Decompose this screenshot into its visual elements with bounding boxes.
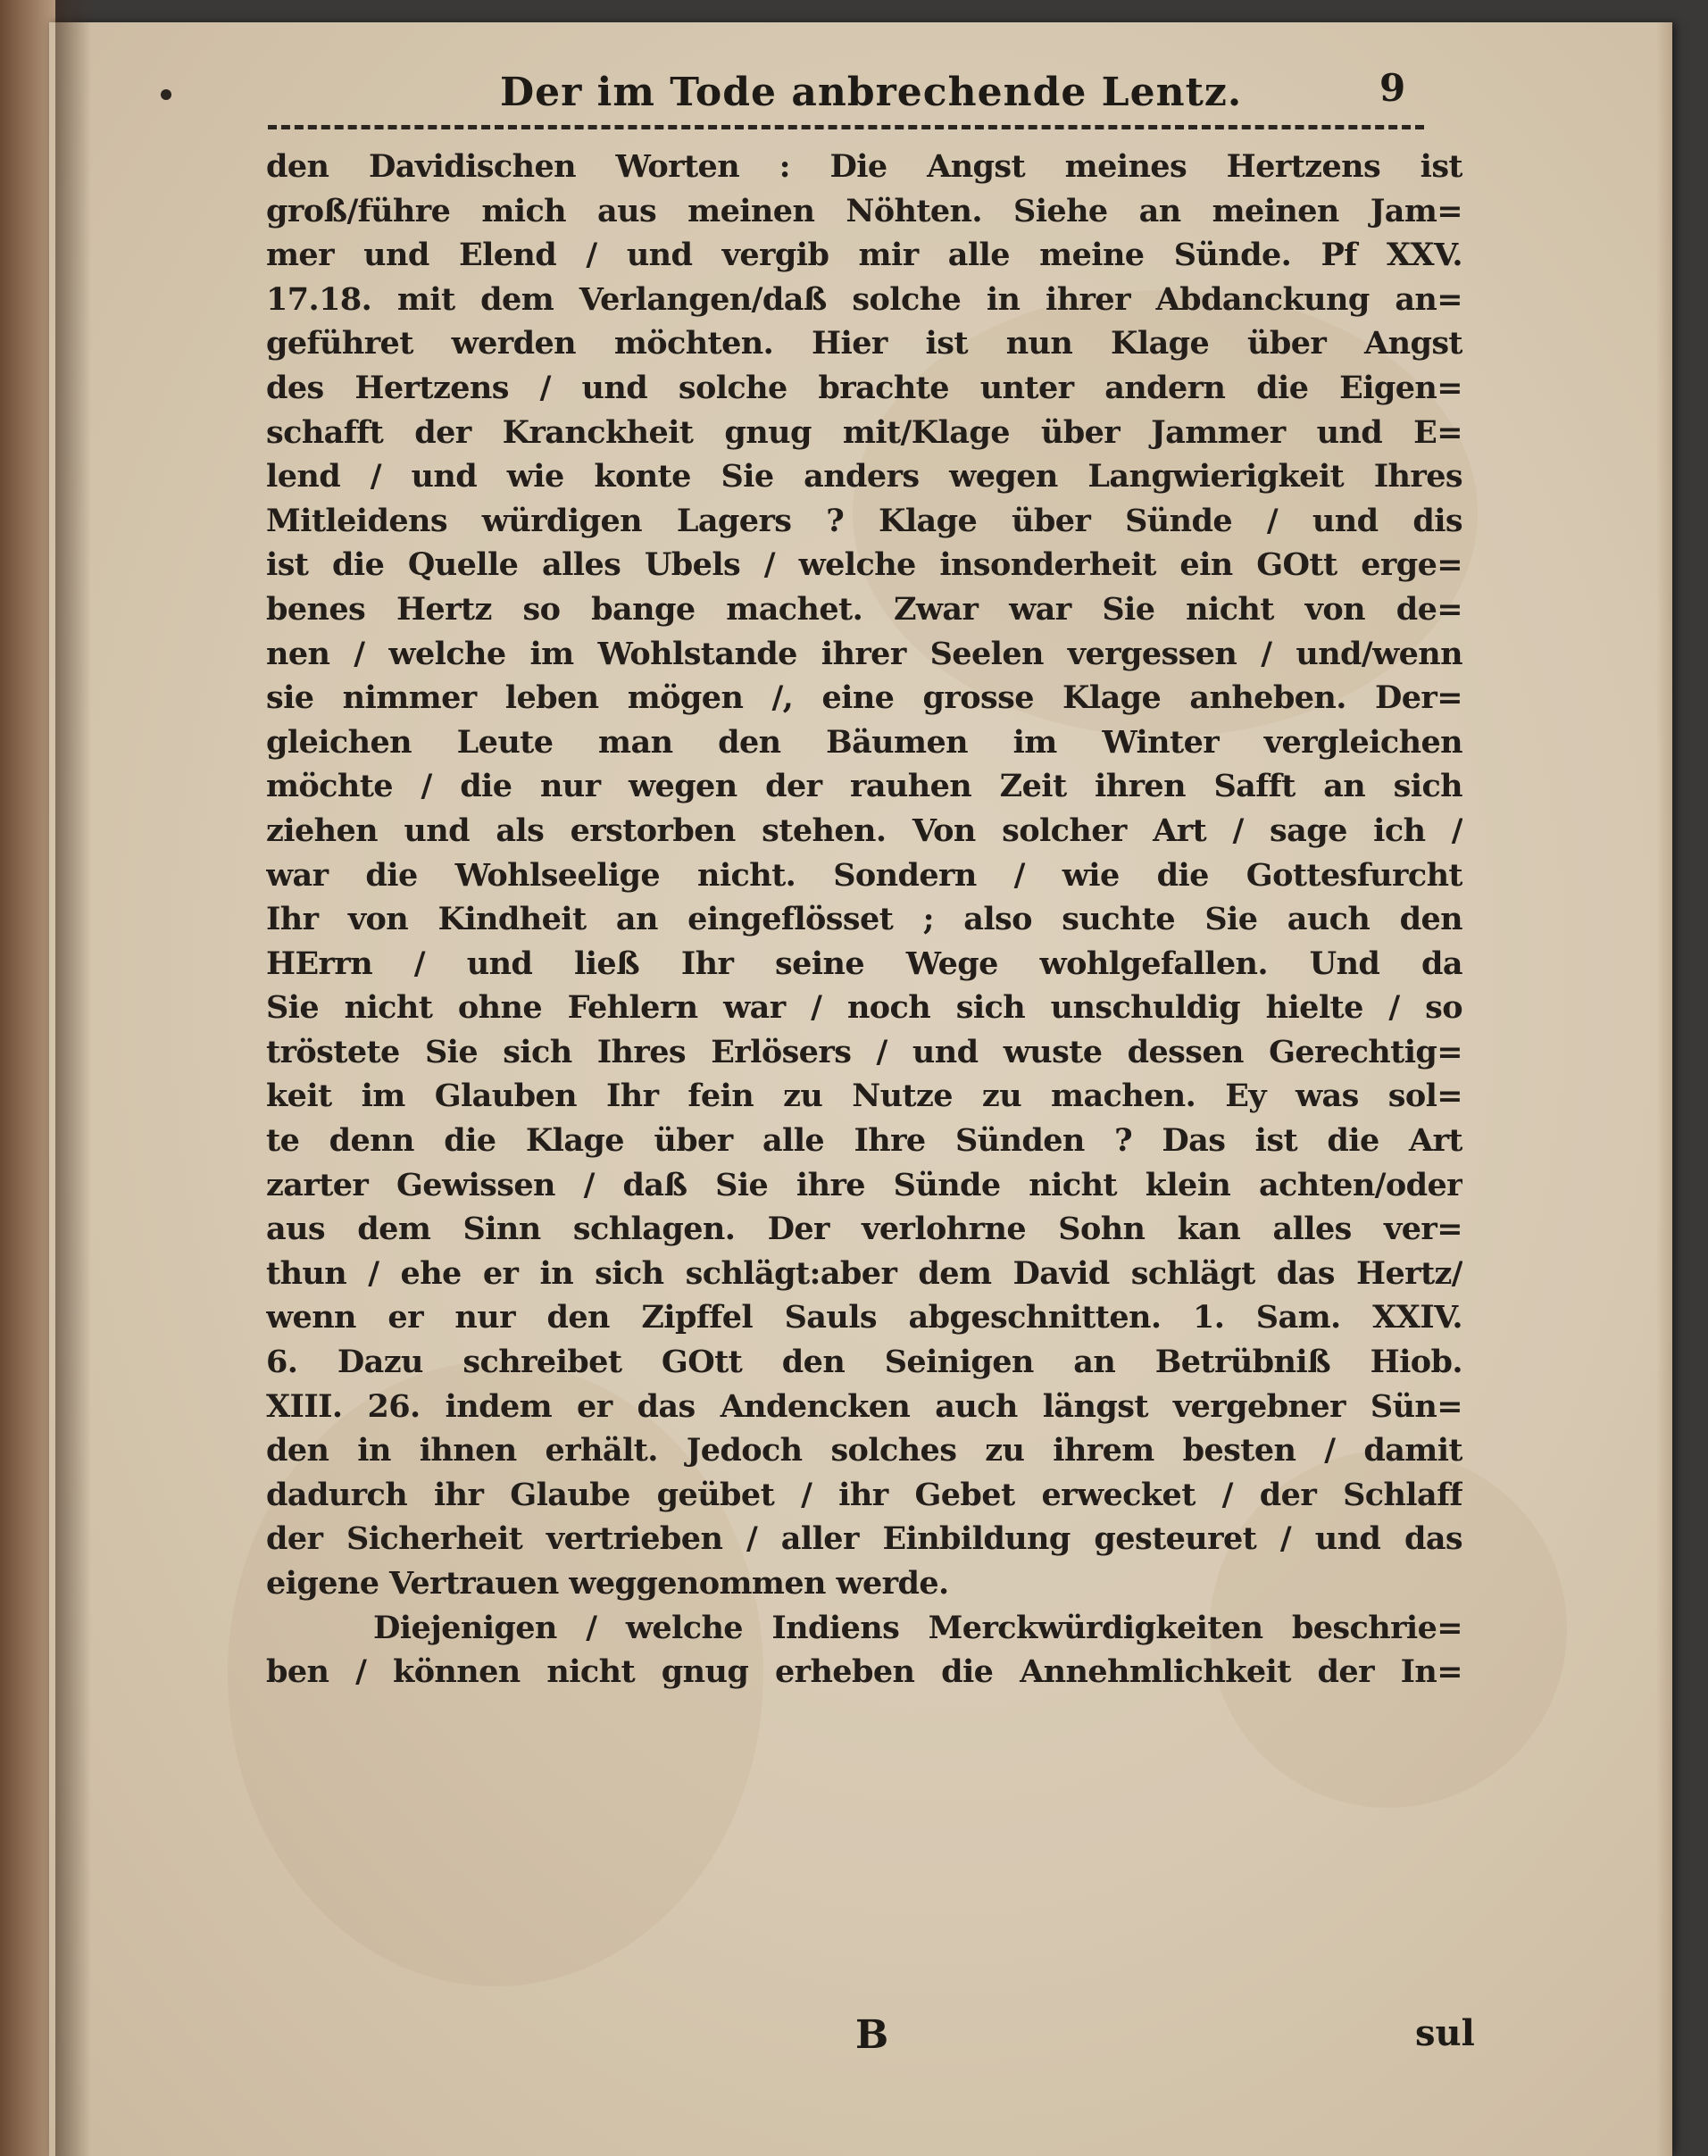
text-line: 17.18. mit dem Verlangen/daß solche in ihrer Abdanckung an= [266, 280, 1462, 318]
text-line: sie nimmer leben mögen /, eine grosse Klage anheben. Der= [266, 679, 1462, 717]
text-line: zarter Gewissen / daß Sie ihre Sünde nicht klein achten/oder [266, 1166, 1462, 1203]
text-line: lend / und wie konte Sie anders wegen Langwierigkeit Ihres [266, 458, 1462, 495]
signature-mark: B [855, 2012, 889, 2058]
header-rule [268, 125, 1424, 129]
spine-shadow [55, 0, 91, 2156]
text-line: Mitleidens würdigen Lagers ? Klage über Sünde / und dis [266, 502, 1462, 539]
text-line: Sie nicht ohne Fehlern war / noch sich unschuldig hielte / so [266, 989, 1462, 1027]
text-line: Ihr von Kindheit an eingeflösset ; also suchte Sie auch den [266, 901, 1462, 938]
page-number: 9 [1379, 66, 1406, 110]
text-line: den Davidischen Worten : Die Angst meines Hertzens ist [266, 148, 1462, 185]
text-line: war die Wohlseelige nicht. Sondern / wie die Gottesfurcht [266, 856, 1462, 894]
page-edge [1656, 22, 1672, 2156]
text-line: XIII. 26. indem er das Andencken auch längst vergebner Sün= [266, 1387, 1462, 1425]
running-header: Der im Tode anbrechende Lentz. [500, 70, 1243, 115]
text-line: möchte / die nur wegen der rauhen Zeit ihren Safft an sich [266, 768, 1462, 805]
text-line: gleichen Leute man den Bäumen im Winter vergleichen [266, 723, 1462, 761]
body-text [266, 145, 1462, 1694]
text-line: thun / ehe er in sich schlägt:aber dem David schlägt das Hertz/ [266, 1254, 1462, 1292]
text-line: dadurch ihr Glaube geübet / ihr Gebet erwecket / der Schlaff [266, 1476, 1462, 1513]
text-line: eigene Vertrauen weggenommen werde. [266, 1565, 949, 1602]
text-line: aus dem Sinn schlagen. Der verlohrne Sohn kan alles ver= [266, 1211, 1462, 1248]
text-line: 6. Dazu schreibet GOtt den Seinigen an Betrübniß Hiob. [266, 1344, 1462, 1381]
text-line: ziehen und als erstorben stehen. Von solcher Art / sage ich / [266, 812, 1462, 849]
text-line: mer und Elend / und vergib mir alle meine Sünde. Pf XXV. [266, 237, 1462, 274]
text-line: den in ihnen erhält. Jedoch solches zu ihrem besten / damit [266, 1432, 1462, 1469]
header-ornament-dot [161, 89, 171, 100]
text-line: keit im Glauben Ihr fein zu Nutze zu machen. Ey was sol= [266, 1078, 1462, 1115]
text-line: der Sicherheit vertrieben / aller Einbildung gesteuret / und das [266, 1520, 1462, 1558]
text-line: wenn er nur den Zipffel Sauls abgeschnitten. 1. Sam. XXIV. [266, 1299, 1462, 1336]
text-line: Diejenigen / welche Indiens Merckwürdigkeiten beschrie= [373, 1609, 1462, 1646]
text-line: schafft der Kranckheit gnug mit/Klage über Jammer und E= [266, 413, 1462, 451]
text-line: nen / welche im Wohlstande ihrer Seelen vergessen / und/wenn [266, 635, 1462, 672]
text-line: benes Hertz so bange machet. Zwar war Sie nicht von de= [266, 590, 1462, 628]
text-line: groß/führe mich aus meinen Nöhten. Siehe an meinen Jam= [266, 192, 1462, 229]
text-line: HErrn / und ließ Ihr seine Wege wohlgefallen. Und da [266, 945, 1462, 982]
text-line: te denn die Klage über alle Ihre Sünden ? Das ist die Art [266, 1122, 1462, 1160]
text-line: geführet werden möchten. Hier ist nun Klage über Angst [266, 325, 1462, 362]
text-line: ist die Quelle alles Ubels / welche insonderheit ein GOtt erge= [266, 546, 1462, 584]
catchword: sul [1415, 2012, 1475, 2054]
text-line: des Hertzens / und solche brachte unter andern die Eigen= [266, 369, 1462, 406]
text-line: ben / können nicht gnug erheben die Annehmlichkeit der In= [266, 1653, 1462, 1691]
facing-page-edge [0, 0, 55, 2156]
text-line: tröstete Sie sich Ihres Erlösers / und wuste dessen Gerechtig= [266, 1033, 1462, 1070]
